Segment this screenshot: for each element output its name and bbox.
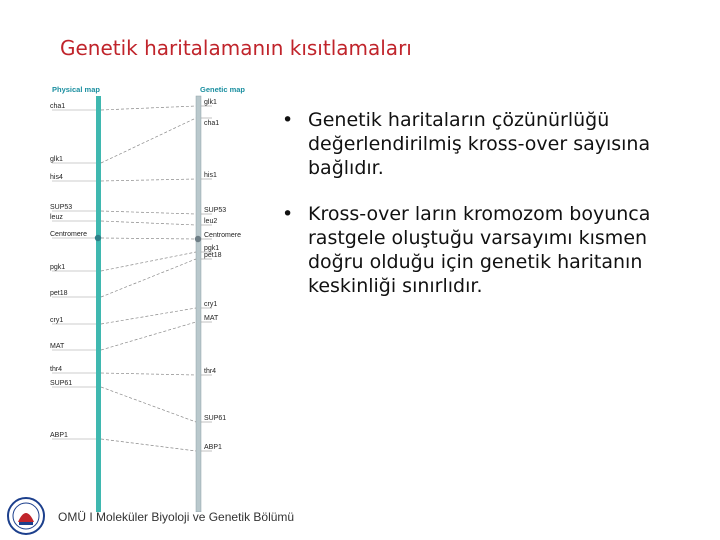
physical-gene-label: SUP53 bbox=[50, 204, 73, 211]
genetic-gene-label: MAT bbox=[204, 315, 219, 322]
genetic-gene-label: Centromere bbox=[204, 232, 241, 239]
genetic-chromosome-bar bbox=[196, 96, 201, 512]
physical-gene-label: SUP61 bbox=[50, 380, 73, 387]
correspondence-line bbox=[101, 322, 196, 350]
correspondence-line bbox=[101, 387, 196, 422]
correspondence-line bbox=[101, 259, 196, 297]
genetic-gene-label: pgk1 bbox=[204, 245, 220, 252]
physical-gene-label: cry1 bbox=[50, 317, 64, 324]
bullet-text: Genetik haritaların çözünürlüğü değerlendirilmiş kross-over sayısına bağlıdır. bbox=[308, 109, 651, 179]
correspondence-line bbox=[101, 373, 196, 375]
physical-genetic-map-diagram bbox=[48, 80, 258, 512]
correspondence-line bbox=[101, 179, 196, 181]
genetic-gene-label: leu2 bbox=[204, 218, 218, 225]
correspondence-line bbox=[101, 221, 196, 225]
genetic-gene-label: ABP1 bbox=[204, 444, 222, 451]
genetic-gene-label: cry1 bbox=[204, 301, 218, 308]
bullet-list bbox=[282, 108, 702, 320]
genetic-map-title: Genetic map bbox=[200, 85, 246, 94]
genetic-gene-label: thr4 bbox=[204, 368, 217, 375]
physical-centromere-marker bbox=[95, 235, 101, 241]
genetic-gene-label: cha1 bbox=[204, 120, 220, 127]
footer-text: OMÜ I Moleküler Biyoloji ve Genetik Bölümü bbox=[58, 510, 295, 524]
physical-map-title: Physical map bbox=[52, 85, 100, 94]
physical-gene-label: Centromere bbox=[50, 231, 87, 238]
physical-gene-label: MAT bbox=[50, 343, 65, 350]
correspondence-line bbox=[101, 106, 196, 110]
university-logo-icon bbox=[6, 496, 46, 536]
bullet-icon: • bbox=[282, 203, 294, 225]
bullet-item-resolution bbox=[282, 108, 702, 180]
correspondence-line bbox=[101, 308, 196, 324]
physical-gene-label: his4 bbox=[50, 174, 63, 181]
bullet-item-crossover bbox=[282, 202, 702, 298]
genetic-gene-label: SUP53 bbox=[204, 207, 227, 214]
correspondence-line bbox=[101, 118, 196, 163]
correspondence-line bbox=[101, 439, 196, 451]
physical-gene-label: thr4 bbox=[50, 366, 63, 373]
genetic-gene-label: SUP61 bbox=[204, 415, 227, 422]
physical-chromosome-bar bbox=[96, 96, 101, 512]
genetic-gene-label: glk1 bbox=[204, 99, 217, 106]
physical-gene-label: pet18 bbox=[50, 290, 68, 297]
physical-gene-label: cha1 bbox=[50, 103, 66, 110]
physical-gene-label: glk1 bbox=[50, 156, 63, 163]
slide-title: Genetik haritalamanın kısıtlamaları bbox=[60, 36, 412, 60]
genetic-gene-label: his1 bbox=[204, 172, 217, 179]
correspondence-line bbox=[101, 211, 196, 214]
physical-gene-label: pgk1 bbox=[50, 264, 66, 271]
correspondence-line bbox=[101, 238, 196, 239]
correspondence-line bbox=[101, 252, 196, 271]
genetic-gene-label: pet18 bbox=[204, 252, 222, 259]
genetic-centromere-marker bbox=[195, 236, 201, 242]
physical-gene-label: leuz bbox=[50, 214, 63, 221]
bullet-icon: • bbox=[282, 109, 294, 131]
physical-gene-label: ABP1 bbox=[50, 432, 68, 439]
bullet-text: Kross-over ların kromozom boyunca rastgele oluştuğu varsayımı kısmen doğru olduğu için genetik haritanın keskinliği sınırlıdır. bbox=[308, 203, 651, 297]
